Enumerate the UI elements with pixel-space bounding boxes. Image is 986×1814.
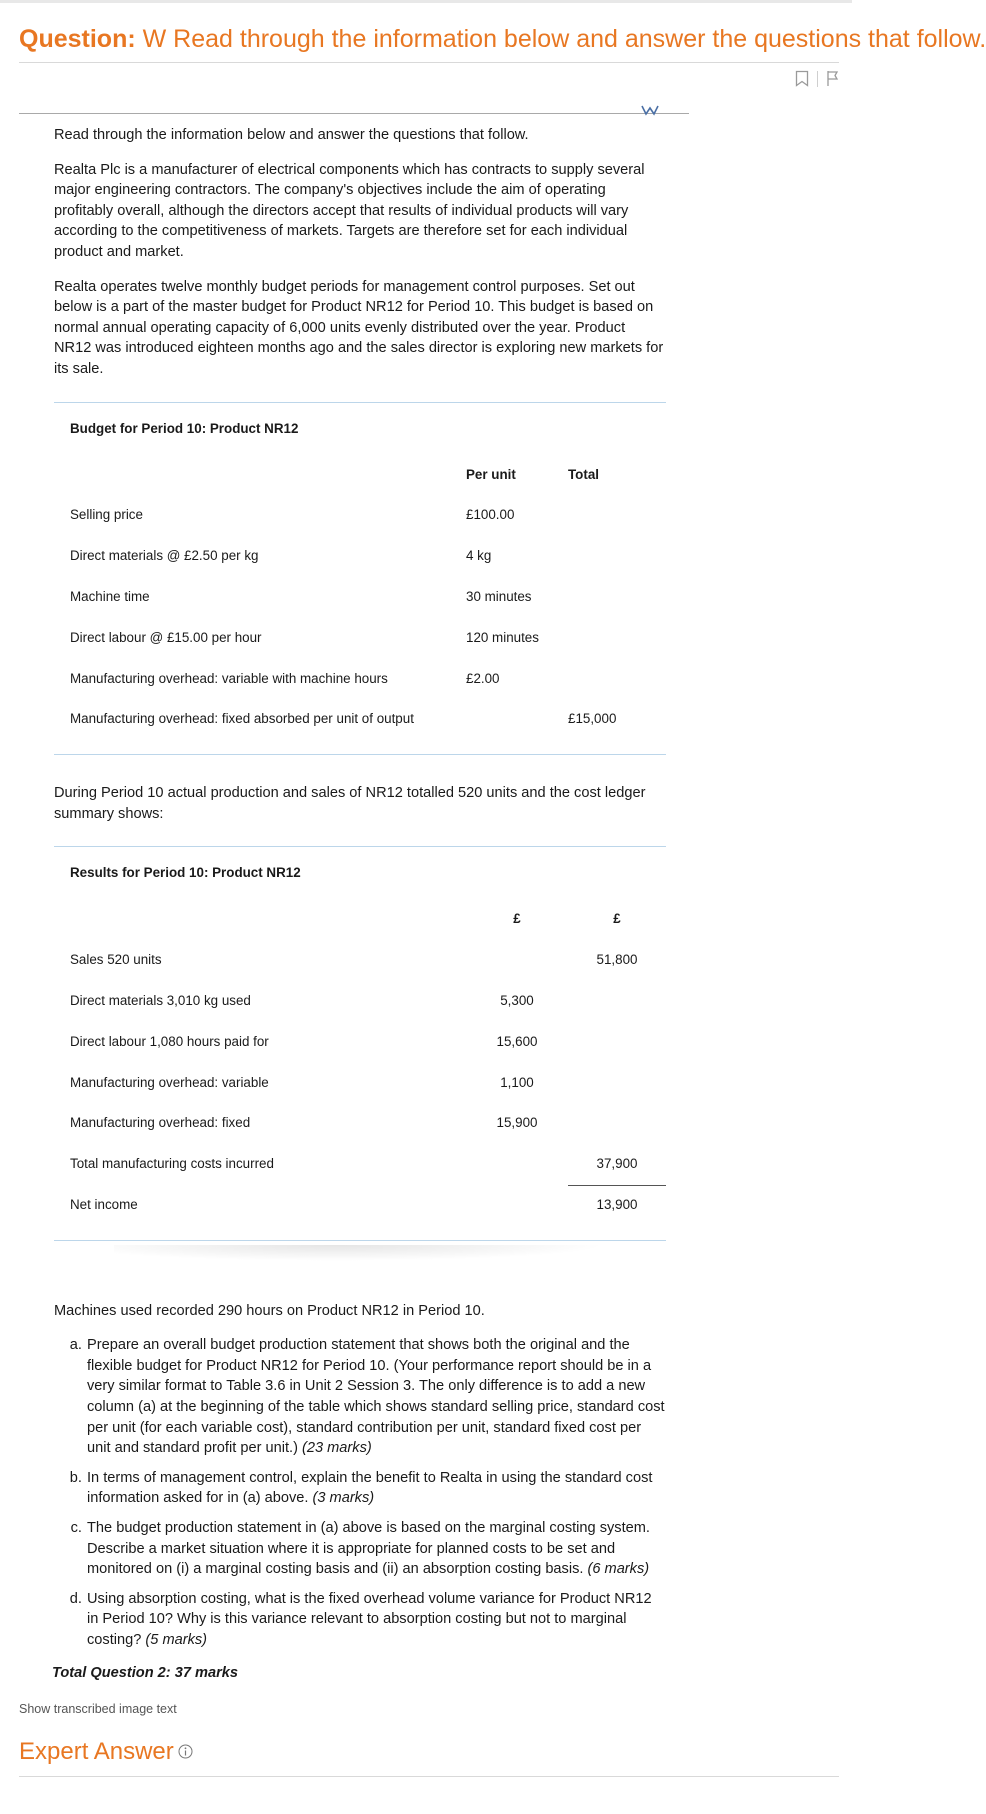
table-row xyxy=(54,1144,666,1185)
table-cell: 13,900 xyxy=(596,1196,638,1212)
expert-divider xyxy=(19,1776,839,1777)
machines-paragraph: Machines used recorded 290 hours on Product NR12 in Period 10. xyxy=(54,1302,485,1319)
table-row xyxy=(54,1103,666,1144)
table-cell: Direct materials @ £2.50 per kg xyxy=(70,548,259,564)
results-header-row xyxy=(54,899,666,940)
flag-icon[interactable] xyxy=(826,70,840,87)
question-label: Question: xyxy=(19,25,136,53)
table-cell: 37,900 xyxy=(568,1154,666,1175)
budget-header-row xyxy=(54,455,666,496)
bookmark-icon[interactable] xyxy=(795,70,809,87)
question-marks: (23 marks) xyxy=(302,1440,372,1457)
table-cell: 5,300 xyxy=(500,992,534,1008)
table-cell: £100.00 xyxy=(466,507,515,523)
results-table xyxy=(54,846,666,1240)
title-divider xyxy=(19,62,839,63)
table-header-cell: £ xyxy=(513,911,521,927)
list-item xyxy=(86,1468,666,1509)
collapse-chevron-icon xyxy=(640,103,660,121)
table-cell: 1,100 xyxy=(500,1074,534,1090)
table-row xyxy=(54,699,666,740)
budget-table xyxy=(54,402,666,756)
expert-answer-heading xyxy=(19,1738,193,1766)
table-cell: 15,900 xyxy=(496,1115,538,1131)
during-paragraph: During Period 10 actual production and sales of NR12 totalled 520 units and the cost ledger summary shows: xyxy=(54,785,646,822)
table-cell: 4 kg xyxy=(466,548,492,564)
question-text: The budget production statement in (a) above is based on the marginal costing system. Describe a market situation where it is appropriate for planned costs to be set and monitored on (i) a marginal costing basis and (ii) an absorption costing basis. xyxy=(87,1520,650,1578)
table-cell: Selling price xyxy=(70,507,143,523)
table-cell: Manufacturing overhead: fixed absorbed per unit of output xyxy=(70,711,414,727)
table-cell: Total manufacturing costs incurred xyxy=(70,1156,274,1172)
table-cell: Machine time xyxy=(70,589,150,605)
table-cell: Direct labour 1,080 hours paid for xyxy=(70,1033,269,1049)
question-marks: (6 marks) xyxy=(587,1561,650,1578)
image-top-rule xyxy=(19,113,689,114)
actions-separator xyxy=(817,71,818,87)
intro-paragraph-1: Read through the information below and answer the questions that follow. xyxy=(54,127,529,143)
table-cell: Manufacturing overhead: variable with machine hours xyxy=(70,670,388,686)
table-row xyxy=(54,1022,666,1063)
table-row xyxy=(54,659,666,700)
table-row xyxy=(54,577,666,618)
table-cell: £2.00 xyxy=(466,670,500,686)
questions-list xyxy=(54,1335,666,1650)
intro-paragraph-2: Realta Plc is a manufacturer of electrical components which has contracts to supply several major engineering contractors. The company's objectives include the aim of operating profitably overall, although the directors accept that results of individual products will vary according to the competitiveness of markets. Targets are therefore set for each individual product and market. xyxy=(54,161,645,260)
table-cell: Direct labour @ £15.00 per hour xyxy=(70,629,262,645)
budget-table-title: Budget for Period 10: Product NR12 xyxy=(70,420,299,436)
list-item xyxy=(86,1335,666,1459)
question-text: In terms of management control, explain the benefit to Realta in using the standard cost information asked for in (a) above. xyxy=(87,1469,653,1507)
list-item xyxy=(86,1518,666,1580)
table-cell: Manufacturing overhead: fixed xyxy=(70,1115,251,1131)
question-marks: (5 marks) xyxy=(145,1631,208,1648)
question-title-text: W Read through the information below and answer the questions that follow. xyxy=(142,25,986,53)
image-bottom-shadow xyxy=(114,1245,606,1261)
table-cell: Manufacturing overhead: variable xyxy=(70,1074,269,1090)
question-text: Using absorption costing, what is the fixed overhead volume variance for Product NR12 in Period 10? Why is this variance relevant to absorption costing but not to marginal costing? xyxy=(87,1590,652,1648)
question-actions xyxy=(795,70,840,87)
table-cell: 120 minutes xyxy=(466,629,539,645)
table-row xyxy=(54,1185,666,1226)
table-row xyxy=(54,940,666,981)
results-table-title: Results for Period 10: Product NR12 xyxy=(70,865,301,881)
table-cell: Sales 520 units xyxy=(70,952,162,968)
table-row xyxy=(54,1062,666,1103)
table-header-cell: Total xyxy=(568,466,599,482)
question-body xyxy=(54,125,666,1683)
table-cell: Net income xyxy=(70,1196,138,1212)
question-text: Prepare an overall budget production statement that shows both the original and the flexible budget for Product NR12 for Period 10. (Your performance report should be in a very similar format to Table 3.6 in Unit 2 Session 3. The only difference is to add a new column (a) at the beginning of the table which shows standard selling price, standard cost per unit (for each variable cost), standard contribution per unit, standard fixed cost per unit and standard profit per unit.) xyxy=(87,1337,665,1457)
total-marks: Total Question 2: 37 marks xyxy=(52,1664,238,1681)
top-divider xyxy=(0,0,852,3)
table-row xyxy=(54,981,666,1022)
table-row xyxy=(54,618,666,659)
table-cell: 30 minutes xyxy=(466,589,532,605)
question-title xyxy=(19,22,986,56)
table-header-cell: £ xyxy=(613,911,621,927)
table-cell: 51,800 xyxy=(596,952,638,968)
intro-paragraph-3: Realta operates twelve monthly budget periods for management control purposes. Set out below is a part of the master budget for Product NR12 for Period 10. This budget is based on normal annual operating capacity of 6,000 units evenly distributed over the year. Product NR12 was introduced eighteen months ago and the sales director is exploring new markets for its sale. xyxy=(54,278,664,377)
table-cell: Direct materials 3,010 kg used xyxy=(70,992,251,1008)
table-row xyxy=(54,536,666,577)
table-header-cell: Per unit xyxy=(466,466,516,482)
table-cell: £15,000 xyxy=(568,711,617,727)
question-marks: (3 marks) xyxy=(312,1490,375,1507)
info-icon[interactable] xyxy=(178,1738,193,1766)
show-transcribed-link[interactable]: Show transcribed image text xyxy=(19,1702,177,1716)
table-row xyxy=(54,495,666,536)
table-cell: 15,600 xyxy=(496,1033,538,1049)
expert-answer-title: Expert Answer xyxy=(19,1738,174,1765)
list-item xyxy=(86,1589,666,1651)
